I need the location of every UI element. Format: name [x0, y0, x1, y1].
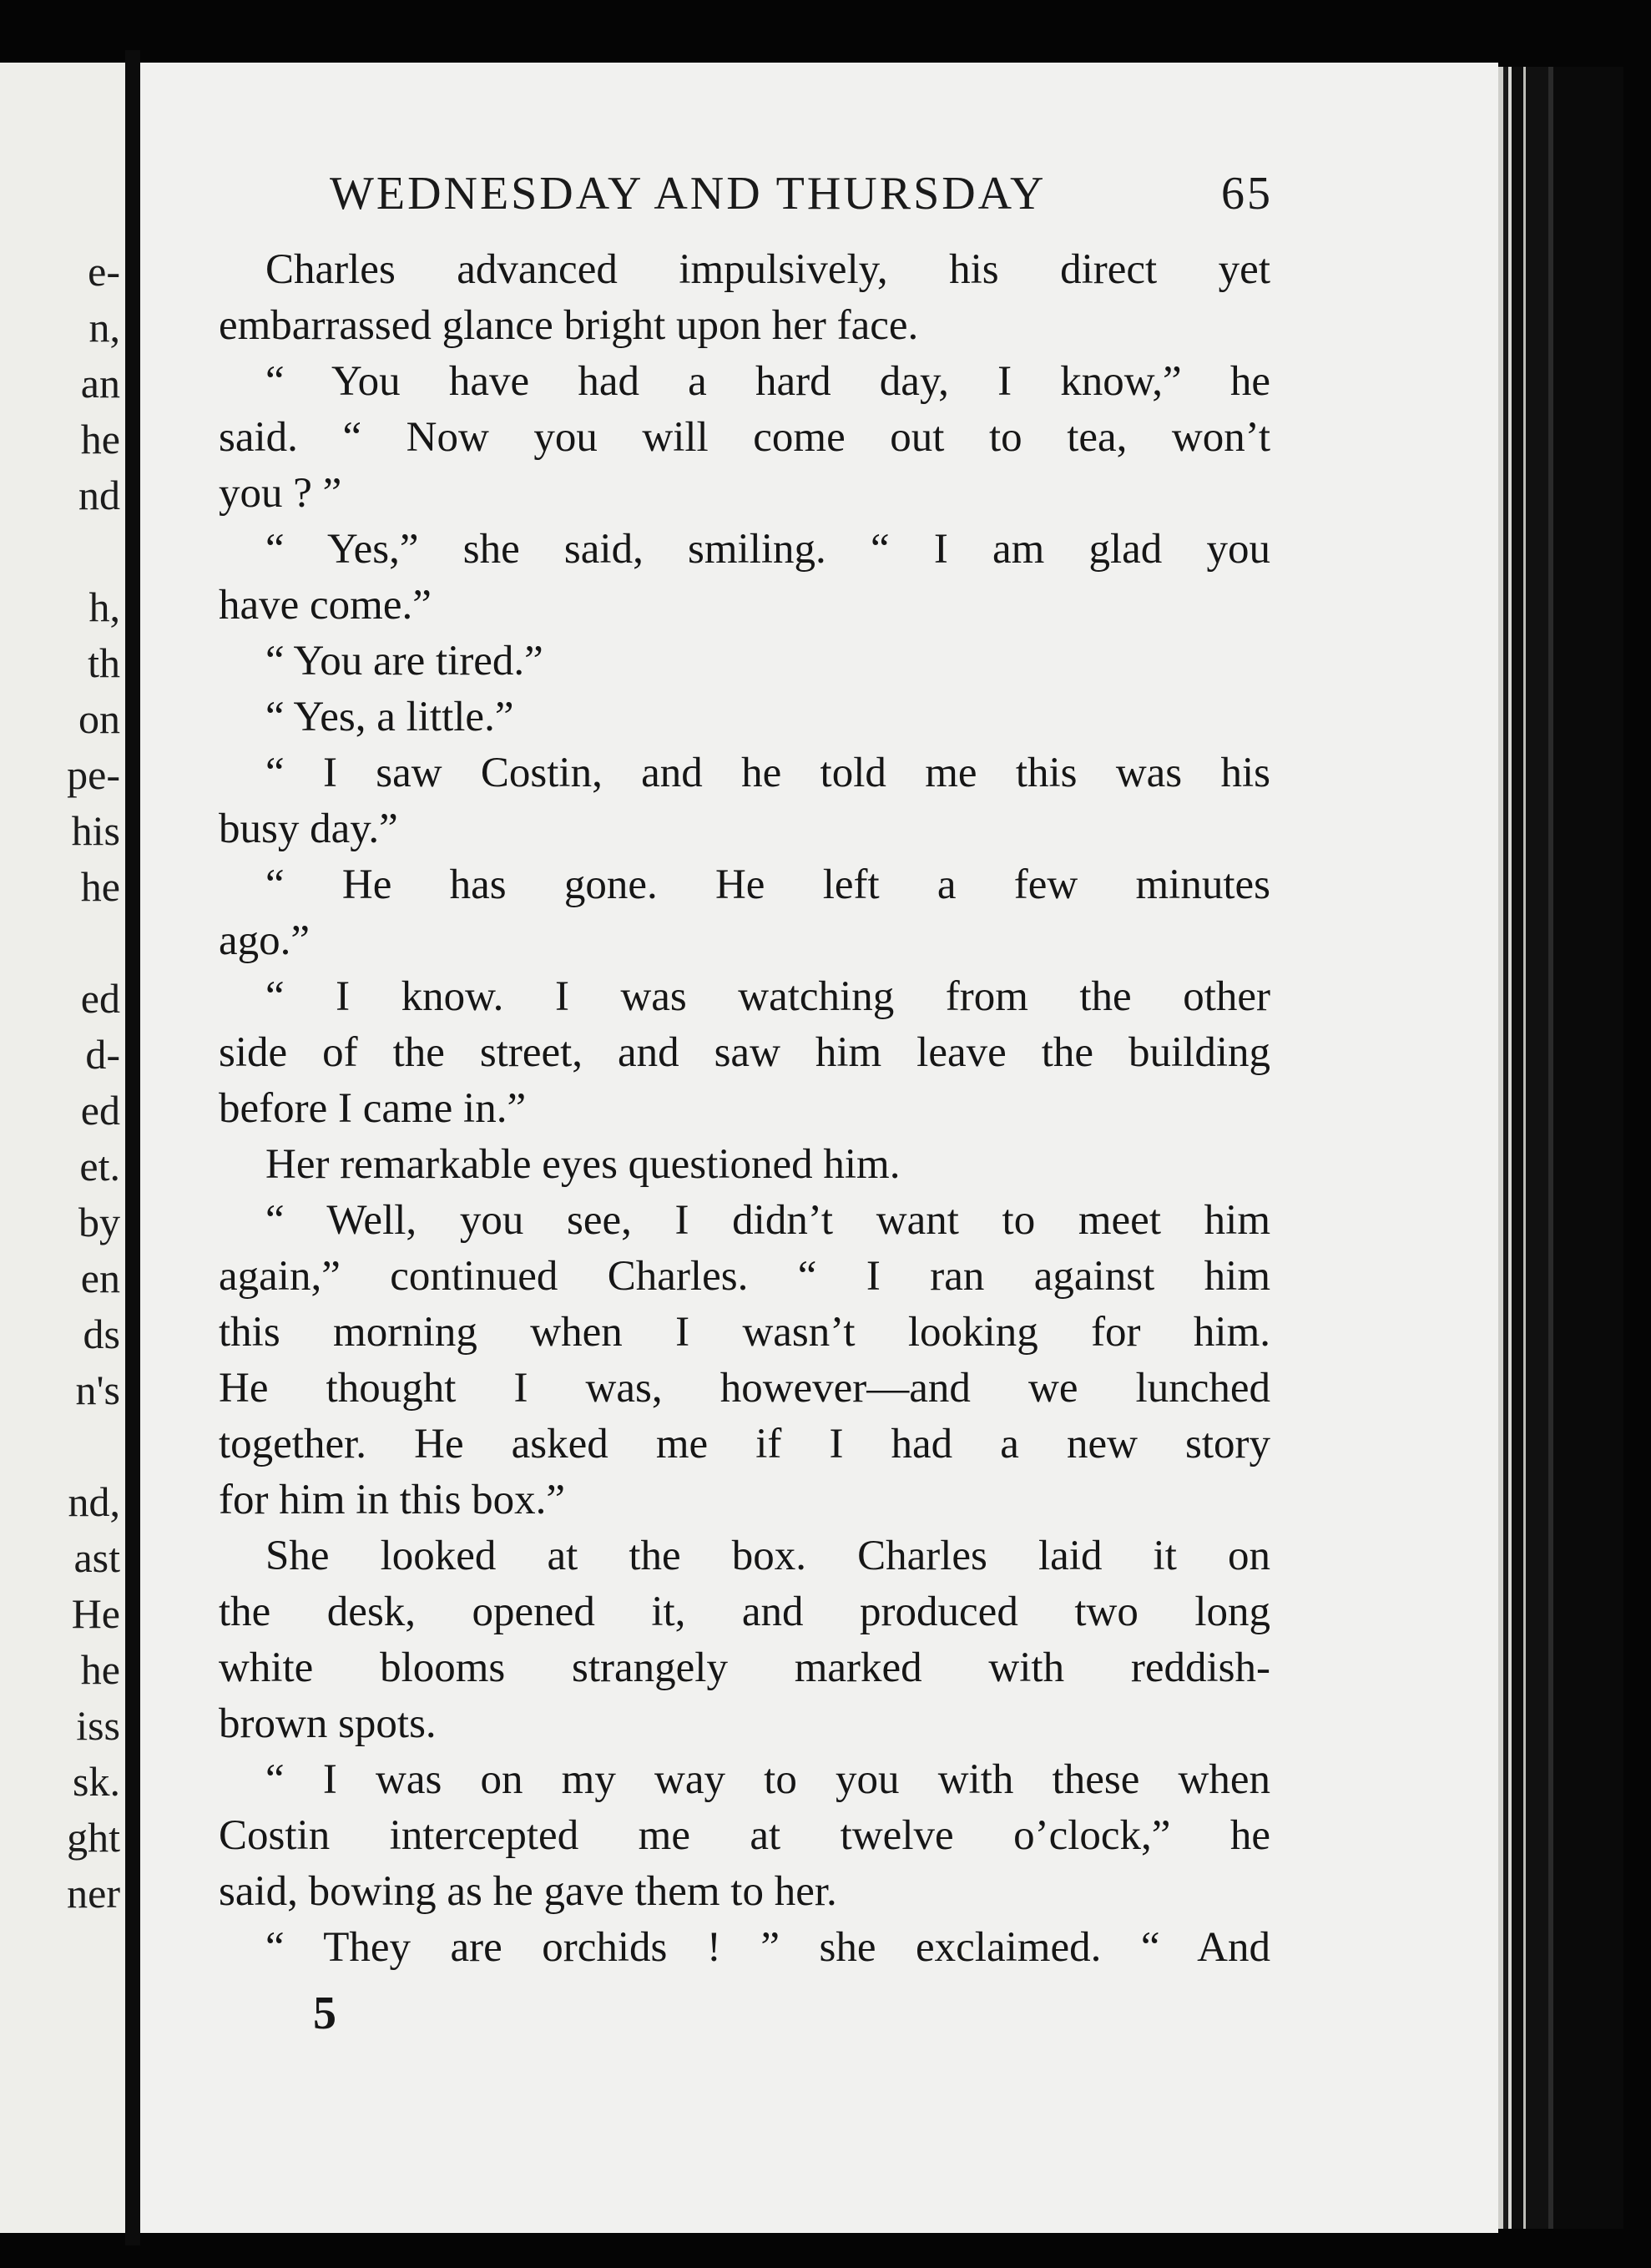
text-line: “ I know. I was watching from the other — [265, 973, 1270, 1020]
previous-page-line-fragment: d- — [85, 1031, 120, 1078]
text-line: the desk, opened it, and produced two long — [219, 1589, 1270, 1635]
previous-page-line-fragment: he — [80, 1646, 120, 1693]
previous-page-line-fragment: on — [78, 695, 120, 742]
previous-page-line-fragment: ed — [80, 975, 120, 1022]
text-line: busy day.” — [219, 806, 398, 852]
text-line: ago.” — [219, 917, 311, 964]
text-line: white blooms strangely marked with reddish- — [219, 1644, 1270, 1691]
previous-page-line-fragment: he — [80, 863, 120, 910]
text-line: “ Yes,” she said, smiling. “ I am glad you — [265, 526, 1270, 573]
previous-page-line-fragment: an — [80, 360, 120, 407]
text-line: She looked at the box. Charles laid it on — [265, 1533, 1270, 1579]
previous-page-line-fragment: iss — [76, 1702, 120, 1749]
text-line: “ He has gone. He left a few minutes — [265, 861, 1270, 908]
previous-page-line-fragment: pe- — [67, 751, 120, 798]
previous-page-line-fragment: n's — [75, 1366, 120, 1413]
previous-page-line-fragment: his — [71, 807, 120, 854]
previous-page-line-fragment: ner — [67, 1870, 120, 1917]
text-line: this morning when I wasn’t looking for him. — [219, 1309, 1270, 1356]
text-line: for him in this box.” — [219, 1477, 566, 1523]
text-line: “ You are tired.” — [265, 638, 543, 684]
previous-page-line-fragment: nd — [78, 472, 120, 518]
previous-page-line-fragment: ght — [67, 1814, 120, 1861]
previous-page-line-fragment: ast — [73, 1534, 120, 1581]
text-line: brown spots. — [219, 1700, 437, 1747]
body-text — [219, 242, 1270, 1976]
text-line: He thought I was, however—and we lunched — [219, 1365, 1270, 1412]
text-line: Her remarkable eyes questioned him. — [265, 1141, 901, 1188]
previous-page-line-fragment: n, — [88, 304, 120, 351]
text-line: have come.” — [219, 582, 432, 629]
text-line: “ You have had a hard day, I know,” he — [265, 358, 1270, 405]
text-line: together. He asked me if I had a new story — [219, 1421, 1270, 1467]
text-line: “ Yes, a little.” — [265, 694, 514, 740]
previous-page-line-fragment: th — [88, 639, 120, 686]
text-line: said. “ Now you will come out to tea, won’t — [219, 414, 1270, 461]
text-line: “ They are orchids ! ” she exclaimed. “ And — [265, 1924, 1270, 1971]
previous-page-line-fragment: He — [71, 1590, 120, 1637]
text-line: said, bowing as he gave them to her. — [219, 1868, 837, 1915]
previous-page-line-fragment: h, — [88, 583, 120, 630]
previous-page-line-fragment: by — [78, 1199, 120, 1245]
previous-page-line-fragment: sk. — [73, 1758, 120, 1805]
text-line: side of the street, and saw him leave the building — [219, 1029, 1270, 1076]
previous-page-line-fragment: et. — [79, 1143, 120, 1190]
book-gutter — [125, 50, 140, 2245]
text-line: Charles advanced impulsively, his direct yet — [265, 246, 1270, 293]
previous-page-line-fragment: e- — [88, 248, 120, 295]
text-line: Costin intercepted me at twelve o’clock,” he — [219, 1812, 1270, 1859]
text-line: “ I saw Costin, and he told me this was his — [265, 750, 1270, 796]
signature-mark: 5 — [313, 1988, 336, 2039]
text-line: again,” continued Charles. “ I ran against him — [219, 1253, 1270, 1300]
running-head — [330, 167, 1273, 220]
previous-page-line-fragment: ed — [80, 1087, 120, 1134]
page-number: 65 — [1221, 168, 1273, 220]
text-line: “ I was on my way to you with these when — [265, 1756, 1270, 1803]
previous-page-line-fragment: nd, — [68, 1478, 120, 1525]
previous-page-line-fragment: ds — [83, 1311, 120, 1357]
text-line: embarrassed glance bright upon her face. — [219, 302, 919, 349]
previous-page-line-fragment: he — [80, 416, 120, 462]
previous-page-line-fragment: en — [80, 1255, 120, 1301]
book-fore-edge — [1498, 67, 1623, 2229]
text-line: you ? ” — [219, 470, 342, 517]
text-line: “ Well, you see, I didn’t want to meet him — [265, 1197, 1270, 1244]
running-head-title: WEDNESDAY AND THURSDAY — [330, 168, 1047, 220]
previous-page-fragment — [0, 63, 125, 2233]
text-line: before I came in.” — [219, 1085, 527, 1132]
